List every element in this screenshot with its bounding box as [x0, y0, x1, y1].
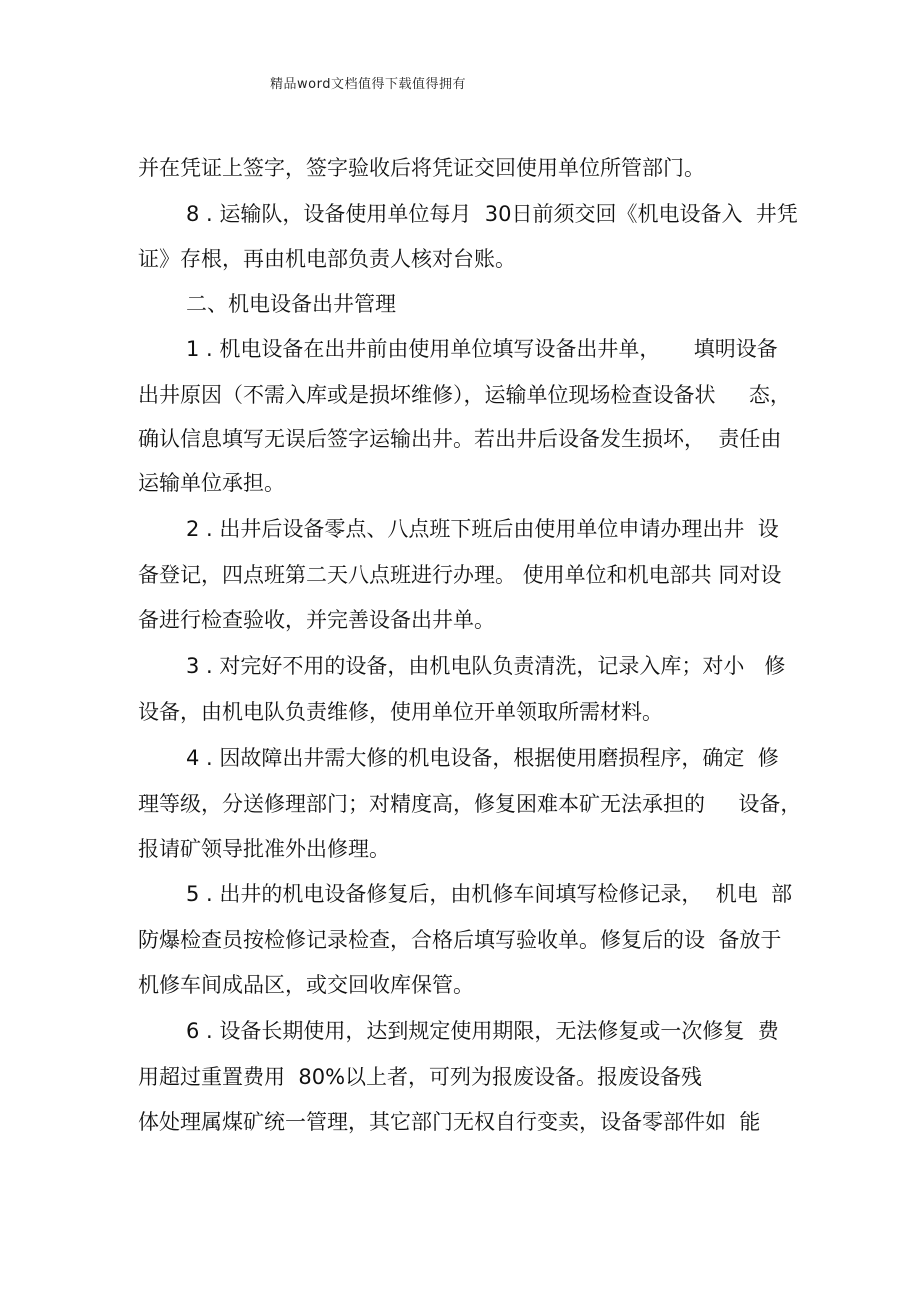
- text-line: 证》存根，再由机电部负责人核对台账。: [138, 247, 516, 271]
- text-line: 并在凭证上签字，签字验收后将凭证交回使用单位所管部门。: [138, 156, 705, 180]
- text-line: 报请矿领导批准外出修理。: [138, 837, 390, 861]
- text-line: 8 . 运输队，设备使用单位每月 30日前须交回《机电设备入 井凭: [186, 202, 798, 226]
- text-line: 6 . 设备长期使用，达到规定使用期限，无法修复或一次修复 费: [186, 1019, 779, 1043]
- text-line: 备进行检查验收，并完善设备出井单。: [138, 608, 495, 632]
- text-line: 确认信息填写无误后签字运输出井。若出井后设备发生损坏， 责任由: [138, 427, 782, 451]
- text-line: 3 . 对完好不用的设备，由机电队负责清洗，记录入库；对小 修: [186, 654, 786, 678]
- text-line: 备登记，四点班第二天八点班进行办理。 使用单位和机电部共 同对设: [138, 563, 782, 587]
- text-line: 1 . 机电设备在出井前由使用单位填写设备出井单， 填明设备: [186, 337, 778, 361]
- text-line: 体处理属煤矿统一管理，其它部门无权自行变卖，设备零部件如 能: [138, 1110, 761, 1134]
- text-line: 5 . 出井的机电设备修复后，由机修车间填写检修记录， 机电 部: [186, 882, 793, 906]
- text-line: 防爆检查员按检修记录检查，合格后填写验收单。修复后的设 备放于: [138, 928, 782, 952]
- text-line: 理等级，分送修理部门；对精度高，修复困难本矿无法承担的 设备，: [138, 792, 802, 816]
- text-line: 4 . 因故障出井需大修的机电设备，根据使用磨损程序，确定 修: [186, 746, 779, 770]
- text-line: 出井原因（不需入库或是损坏维修），运输单位现场检查设备状 态，: [138, 383, 791, 407]
- page-header-watermark: 精品word文档值得下载值得拥有: [270, 77, 466, 92]
- section-heading: 二、机电设备出井管理: [186, 292, 396, 316]
- text-line: 机修车间成品区，或交回收库保管。: [138, 973, 474, 997]
- text-line: 用超过重置费用 80%以上者，可列为报废设备。报废设备残: [138, 1065, 703, 1089]
- text-line: 2 . 出井后设备零点、八点班下班后由使用单位申请办理出井 设: [186, 517, 779, 541]
- text-line: 运输单位承担。: [138, 471, 285, 495]
- text-line: 设备，由机电队负责维修，使用单位开单领取所需材料。: [138, 700, 663, 724]
